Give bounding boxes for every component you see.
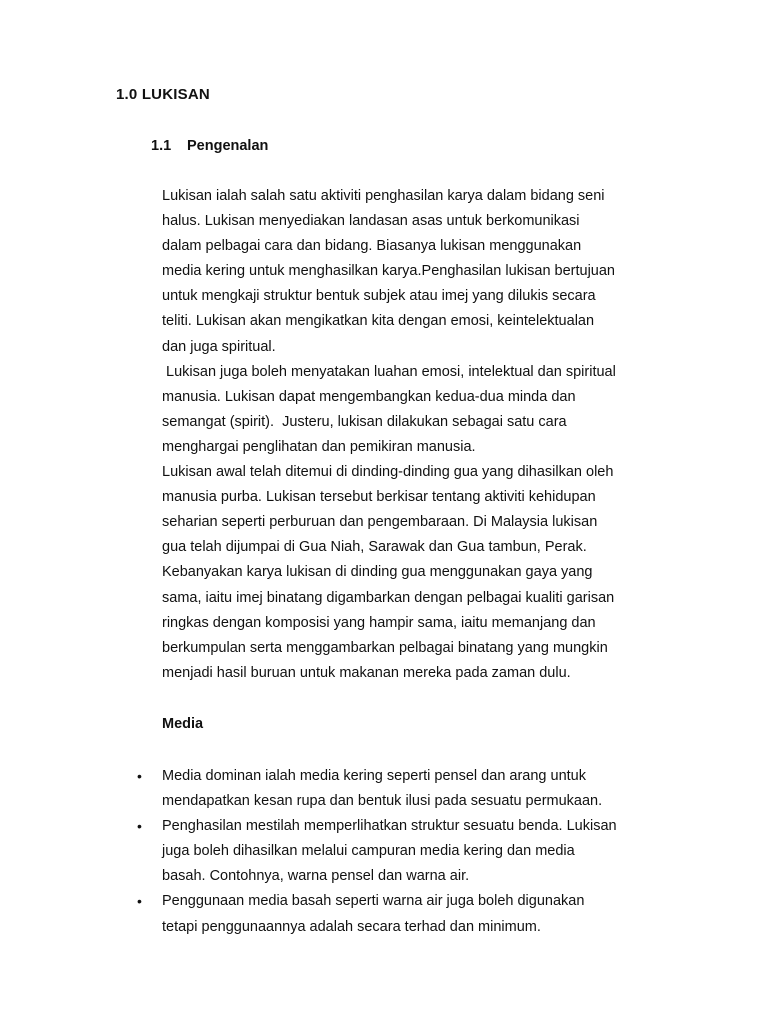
text-line: ringkas dengan komposisi yang hampir sama, iaitu memanjang dan xyxy=(162,614,596,631)
bullet-icon: • xyxy=(137,818,142,835)
list-item-text xyxy=(162,764,662,814)
text-line: untuk mengkaji struktur bentuk subjek atau imej yang dilukis secara xyxy=(162,288,596,305)
list-item xyxy=(0,814,768,889)
text-line: Penggunaan media basah seperti warna air juga boleh digunakan xyxy=(162,893,585,910)
text-line: Lukisan ialah salah satu aktiviti penghasilan karya dalam bidang seni xyxy=(162,188,605,204)
text-line: halus. Lukisan menyediakan landasan asas untuk berkomunikasi xyxy=(162,213,580,230)
text-line: menjadi hasil buruan untuk makanan mereka pada zaman dulu. xyxy=(162,664,571,681)
text-line: Lukisan awal telah ditemui di dinding-dinding gua yang dihasilkan oleh xyxy=(162,464,614,481)
text-line: teliti. Lukisan akan mengikatkan kita dengan emosi, keintelektualan xyxy=(162,313,595,330)
media-heading: Media xyxy=(162,716,204,732)
bullet-icon: • xyxy=(137,768,142,784)
text-line: seharian seperti perburuan dan pengembaraan. Di Malaysia lukisan xyxy=(162,514,598,531)
list-item-text xyxy=(162,889,662,939)
text-line: semangat (spirit). Justeru, lukisan dilakukan sebagai satu cara xyxy=(162,413,567,430)
intro-paragraphs xyxy=(162,184,662,686)
list-item xyxy=(0,764,768,814)
text-line: Penghasilan mestilah memperlihatkan struktur sesuatu benda. Lukisan xyxy=(162,818,617,835)
text-line: media kering untuk menghasilkan karya.Penghasilan lukisan bertujuan xyxy=(162,263,615,280)
media-bullet-list xyxy=(0,764,768,940)
text-line: sama, iaitu imej binatang digambarkan dengan pelbagai kualiti garisan xyxy=(162,589,615,606)
text-line: berkumpulan serta menggambarkan pelbagai binatang yang mungkin xyxy=(162,639,608,656)
document-title: 1.0 LUKISAN xyxy=(116,86,210,103)
list-item xyxy=(0,889,768,939)
section-heading xyxy=(151,138,268,154)
text-line: Lukisan juga boleh menyatakan luahan emosi, intelektual dan spiritual xyxy=(162,363,616,380)
text-line: mendapatkan kesan rupa dan bentuk ilusi pada sesuatu permukaan. xyxy=(162,793,603,810)
text-line: manusia. Lukisan dapat mengembangkan kedua-dua minda dan xyxy=(162,388,576,405)
text-line: tetapi penggunaannya adalah secara terhad dan minimum. xyxy=(162,918,541,935)
text-line: Media dominan ialah media kering seperti pensel dan arang untuk xyxy=(162,768,586,784)
text-line: basah. Contohnya, warna pensel dan warna air. xyxy=(162,868,470,885)
text-line: Kebanyakan karya lukisan di dinding gua menggunakan gaya yang xyxy=(162,564,593,581)
bullet-icon: • xyxy=(137,893,142,910)
text-line: juga boleh dihasilkan melalui campuran media kering dan media xyxy=(162,843,575,860)
list-item-text xyxy=(162,814,662,889)
text-line: dan juga spiritual. xyxy=(162,338,276,355)
text-line: dalam pelbagai cara dan bidang. Biasanya lukisan menggunakan xyxy=(162,238,582,255)
text-line: gua telah dijumpai di Gua Niah, Sarawak dan Gua tambun, Perak. xyxy=(162,539,587,556)
section-number: 1.1 xyxy=(151,138,172,154)
text-line: manusia purba. Lukisan tersebut berkisar tentang aktiviti kehidupan xyxy=(162,489,596,506)
section-title: Pengenalan xyxy=(187,138,269,154)
text-line: menghargai penglihatan dan pemikiran manusia. xyxy=(162,438,476,455)
